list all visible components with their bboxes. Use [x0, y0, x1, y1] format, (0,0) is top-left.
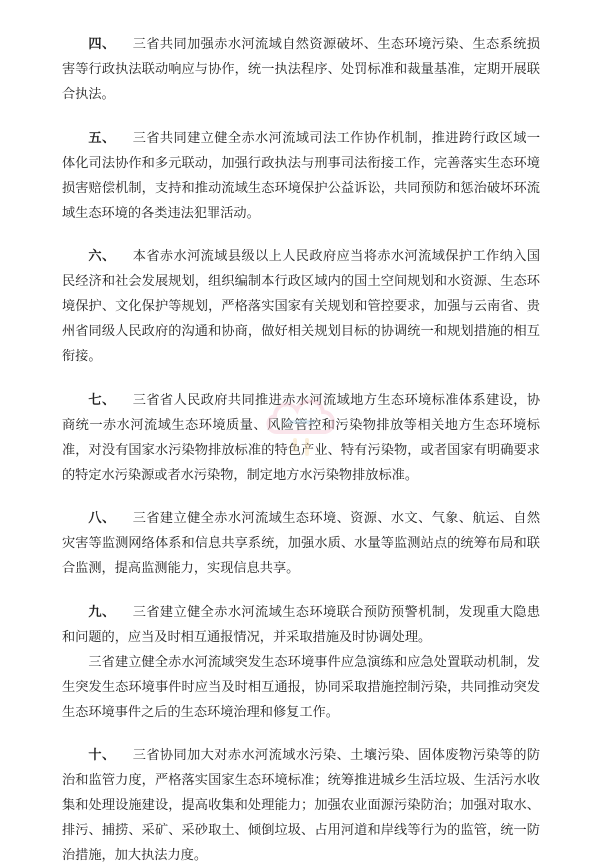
article-text: 三省建立健全赤水河流域生态环境、资源、水文、气象、航运、自然灾害等监测网络体系和信息共享系统，加强水质、水量等监测站点的统筹布局和联合监测，提高监测能力，实现信息共享。 [62, 511, 541, 576]
article-number: 十、 [88, 748, 116, 763]
article-text: 本省赤水河流域县级以上人民政府应当将赤水河流域保护工作纳入国民经济和社会发展规划，组织编制本行政区域内的国土空间规划和水资源、生态环境保护、文化保护等规划，严格落实国家有关规划和管控要求，加强与云南省、贵州省同级人民政府的沟通和协商，做好相关规划目标的协调统一和规划措施的相互衔接。 [62, 249, 541, 364]
article-7 [62, 388, 540, 488]
article-10 [62, 743, 540, 868]
article-4 [62, 32, 540, 107]
article-text: 三省共同加强赤水河流域自然资源破坏、生态环境污染、生态系统损害等行政执法联动响应与协作，统一执法程序、处罚标准和裁量基准，定期开展联合执法。 [62, 37, 541, 102]
article-text: 三省共同建立健全赤水河流域司法工作协作机制，推进跨行政区域一体化司法协作和多元联动，加强行政执法与刑事司法衔接工作，完善落实生态环境损害赔偿机制，支持和推动流域生态环境保护公益诉讼，共同预防和惩治破坏环流域生态环境的各类违法犯罪活动。 [62, 130, 541, 221]
article-8 [62, 506, 540, 581]
article-text: 三省协同加大对赤水河流域水污染、土壤污染、固体废物污染等的防治和监管力度，严格落实国家生态环境标准；统筹推进城乡生活垃圾、生活污水收集和处理设施建设，提高收集和处理能力；加强农业面源污染防治；加强对取水、排污、捕捞、采矿、采砂取土、倾倒垃圾、占用河道和岸线等行为的监管，统一防治措施，加大执法力度。 [62, 748, 541, 863]
article-text: 三省建立健全赤水河流域生态环境联合预防预警机制，发现重大隐患和问题的，应当及时相互通报情况，并采取措施及时协调处理。 [62, 604, 541, 645]
article-number: 九、 [88, 604, 116, 620]
article-number: 六、 [88, 249, 116, 264]
article-text: 三省省人民政府共同推进赤水河流域地方生态环境标准体系建设，协商统一赤水河流域生态环境质量、风险管控和污染物排放等相关地方生态环境标准，对没有国家水污染物排放标准的特色产业、特有污染物，或者国家有明确要求的特定水污染源或者水污染物，制定地方水污染物排放标准。 [62, 392, 541, 483]
document-page [62, 32, 540, 868]
article-number: 五、 [88, 130, 116, 146]
article-number: 七、 [88, 392, 116, 408]
article-5 [62, 126, 540, 226]
article-9 [62, 600, 540, 725]
article-6 [62, 244, 540, 369]
article-number: 四、 [88, 37, 116, 52]
article-subparagraph: 三省建立健全赤水河流域突发生态环境事件应急演练和应急处置联动机制，发生突发生态环境事件时应当及时相互通报，协同采取措施控制污染，共同推动突发生态环境事件之后的生态环境治理和修复工作。 [62, 654, 540, 720]
article-number: 八、 [88, 511, 116, 526]
